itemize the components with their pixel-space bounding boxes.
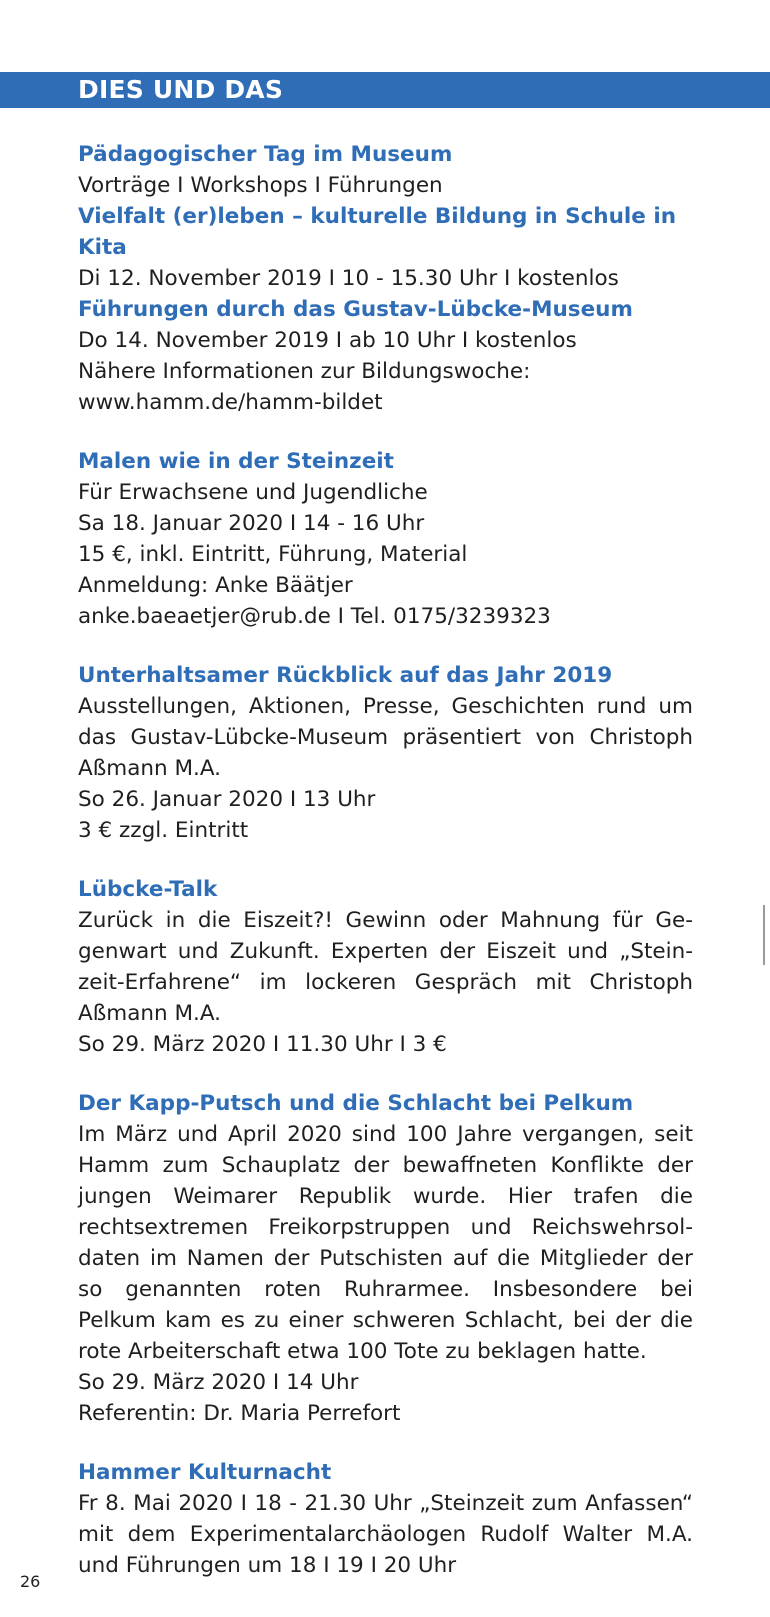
event-registration: Anmeldung: Anke Bäätjer (78, 573, 353, 598)
section-title: DIES UND DAS (78, 75, 284, 104)
event-paedagogischer-tag (78, 139, 693, 418)
event-detail: Vorträge I Workshops I Führungen (78, 173, 443, 198)
event-heading: Pädagogischer Tag im Museum (78, 142, 453, 167)
event-info-note: Nähere Informationen zur Bildungswoche: (78, 359, 531, 384)
page-edge-mark (763, 905, 765, 965)
event-luebcke-talk (78, 874, 693, 1060)
event-description: Im März und April 2020 sind 100 Jahre vergangen, seit Hamm zum Schauplatz der bewaffneten Konflikte der jungen Weimarer Republik wurde. Hier trafen die rechtsextremen Freikorpstruppen und Reichswehrsoldaten im Namen der Putschisten auf die Mitglieder der so genannten roten Ruhrarmee. Insbesondere bei Pelkum kam es zu einer schweren Schlacht, bei der die rote Arbeiterschaft etwa 100 Tote zu beklagen hatte. (78, 1122, 693, 1364)
event-heading: Lübcke-Talk (78, 877, 218, 902)
event-description: Zurück in die Eiszeit?! Gewinn oder Mahnung für Gegenwart und Zukunft. Experten der Eiszeit und „Steinzeit-Erfahrene“ im lockeren Gespräch mit Christoph Aßmann M.A. (78, 908, 693, 1026)
event-price: 3 € zzgl. Eintritt (78, 818, 249, 843)
event-date: So 29. März 2020 I 14 Uhr (78, 1370, 359, 1395)
section-header-band (0, 72, 770, 108)
event-date: Do 14. November 2019 I ab 10 Uhr I kostenlos (78, 328, 577, 353)
event-date: So 26. Januar 2020 I 13 Uhr (78, 787, 376, 812)
event-malen-steinzeit (78, 446, 693, 632)
event-price: 15 €, inkl. Eintritt, Führung, Material (78, 542, 468, 567)
event-subheading: Vielfalt (er)leben – kulturelle Bildung in Schule in Kita (78, 204, 677, 260)
event-audience: Für Erwachsene und Jugendliche (78, 480, 428, 505)
event-contact: anke.baeaetjer@rub.de I Tel. 0175/3239323 (78, 604, 551, 629)
event-heading: Hammer Kulturnacht (78, 1460, 332, 1485)
event-speaker: Referentin: Dr. Maria Perrefort (78, 1401, 401, 1426)
event-kapp-putsch (78, 1088, 693, 1429)
event-date: Sa 18. Januar 2020 I 14 - 16 Uhr (78, 511, 425, 536)
event-description: Ausstellungen, Aktionen, Presse, Geschichten rund um das Gustav-Lübcke-Museum präsentiert von Christoph Aßmann M.A. (78, 694, 693, 781)
event-heading: Malen wie in der Steinzeit (78, 449, 394, 474)
event-subheading: Führungen durch das Gustav-Lübcke-Museum (78, 297, 633, 322)
event-date: Di 12. November 2019 I 10 - 15.30 Uhr I kostenlos (78, 266, 619, 291)
event-heading: Der Kapp-Putsch und die Schlacht bei Pelkum (78, 1091, 634, 1116)
event-rueckblick-2019 (78, 660, 693, 846)
page-number: 26 (20, 1572, 41, 1591)
event-description: Fr 8. Mai 2020 I 18 - 21.30 Uhr „Steinzeit zum Anfassen“ mit dem Experimentalarchäologen Rudolf Walter M.A. und Führungen um 18 I 19 I 20 Uhr (78, 1491, 693, 1578)
event-heading: Unterhaltsamer Rückblick auf das Jahr 2019 (78, 663, 613, 688)
event-web-address: www.hamm.de/hamm-bildet (78, 390, 383, 415)
event-listing (78, 139, 693, 1609)
event-date: So 29. März 2020 I 11.30 Uhr I 3 € (78, 1032, 447, 1057)
event-kulturnacht (78, 1457, 693, 1581)
